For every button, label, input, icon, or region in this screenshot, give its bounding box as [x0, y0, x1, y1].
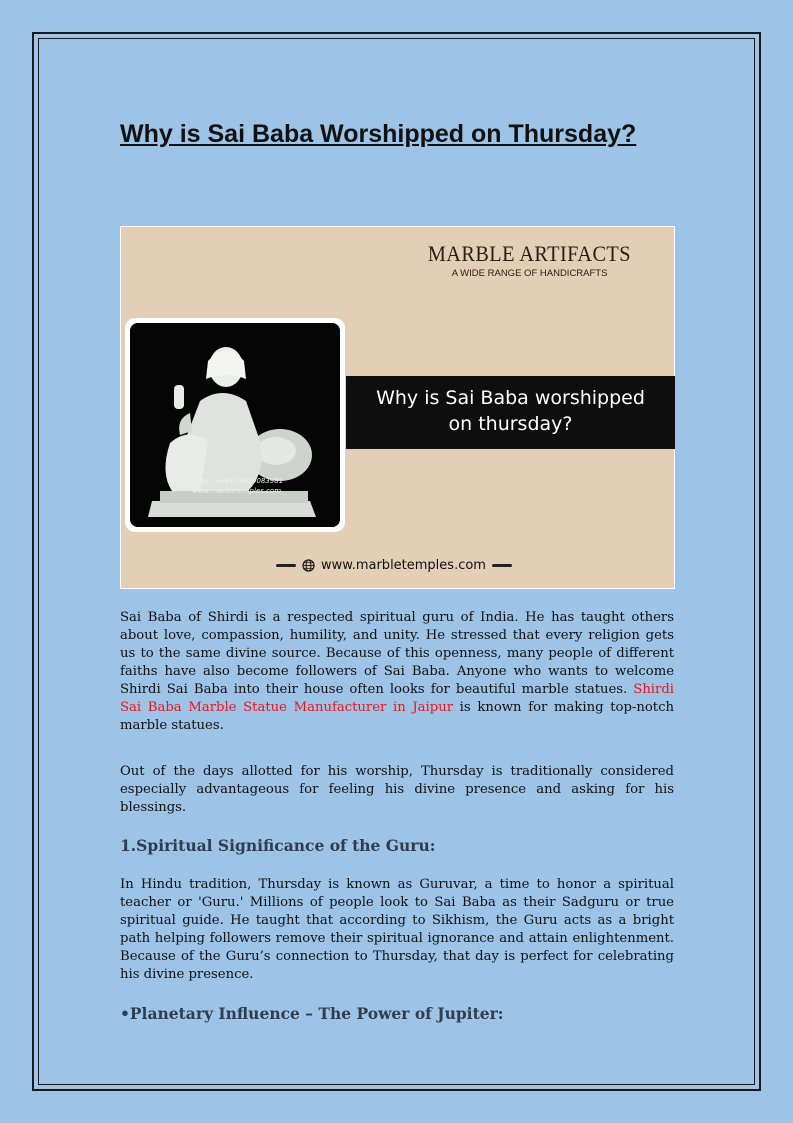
manufacturer-link[interactable]: Shirdi Sai Baba Marble Statue Manufacturer in Jaipur [120, 682, 674, 715]
statue-illustration [130, 323, 340, 527]
brand-name: MARBLE ARTIFACTS [428, 241, 632, 266]
website-text: www.marbletemples.com [321, 558, 486, 573]
banner-headline-line1: Why is Sai Baba worshipped [376, 387, 645, 409]
divider-left [276, 564, 296, 567]
intro-text-end: is known for making top-notch marble statues. [120, 700, 674, 733]
statue-photo-frame [125, 318, 345, 532]
intro-paragraph [120, 609, 674, 735]
banner-image [120, 226, 675, 589]
brand-tagline: A WIDE RANGE OF HANDICRAFTS [451, 268, 608, 279]
sai-baba-statue-photo [130, 323, 340, 527]
banner-headline [346, 376, 675, 449]
guru-paragraph: In Hindu tradition, Thursday is known as Guruvar, a time to honor a spiritual teacher or 'Guru.' Millions of people look to Sai Baba as their Sadguru or true spiritual guide. He taught that according to Sikhism, the Guru acts as a bright path helping followers remove their spiritual ignorance and attain enlightenment. Because of the Guru’s connection to Thursday, that day is perfect for celebrating his divine presence. [120, 877, 674, 982]
globe-icon [302, 559, 315, 572]
brand-logo [419, 241, 640, 279]
intro-text: Sai Baba of Shirdi is a respected spiritual guru of India. He has taught others about love, compassion, humility, and unity. He stressed that every religion gets us to the same divine source. Because of this openness, many people of different faiths have also become followers of Sai Baba. Anyone who wants to welcome Shirdi Sai Baba into their house often looks for beautiful marble statues. [120, 610, 674, 697]
divider-right [492, 564, 512, 567]
banner-headline-line2: on thursday? [448, 413, 573, 435]
photo-caption-phone: Call : +(91)-9829083981 [196, 477, 284, 485]
section-heading-guru: 1.Spiritual Significance of the Guru: [120, 836, 436, 855]
photo-caption-site: www.marbletemples.com [192, 487, 282, 495]
document-title: Why is Sai Baba Worshipped on Thursday? [120, 120, 637, 148]
banner-website [276, 558, 512, 573]
section-heading-jupiter: •Planetary Influence – The Power of Jupiter: [120, 1004, 504, 1023]
thursday-paragraph: Out of the days allotted for his worship, Thursday is traditionally considered especially advantageous for feeling his divine presence and asking for his blessings. [120, 764, 674, 815]
